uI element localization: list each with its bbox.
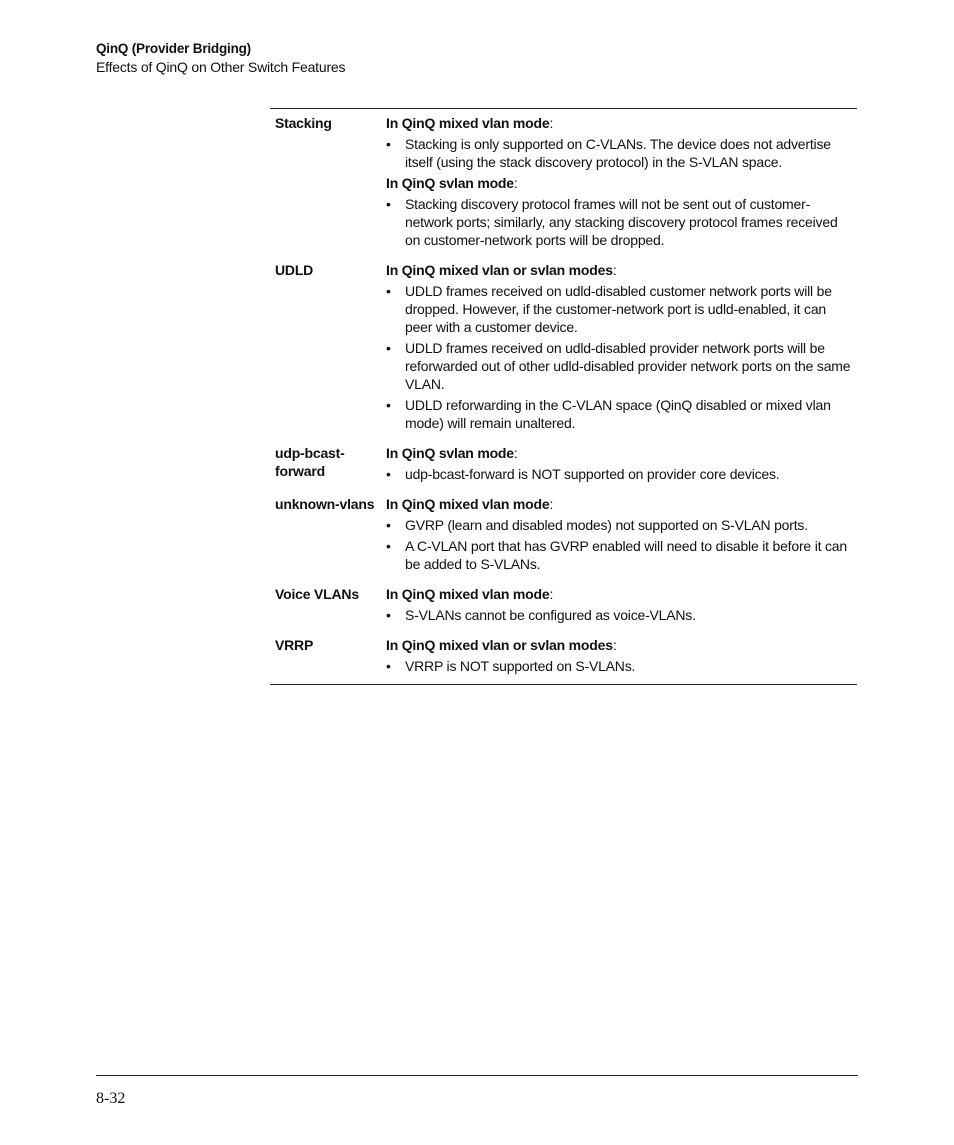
table-row: [270, 259, 857, 435]
bullet-list: [386, 606, 852, 624]
list-item: • VRRP is NOT supported on S-VLANs.: [386, 658, 636, 674]
bullet-list: [386, 135, 852, 171]
feature-name: Stacking: [275, 115, 332, 131]
bullet-list: [386, 195, 852, 249]
feature-name: unknown-vlans: [275, 496, 375, 512]
bullet-list: [386, 465, 852, 483]
feature-description: [386, 583, 852, 627]
list-item: • UDLD frames received on udld-disabled provider network ports will be reforwarded out of other udld-disabled provider network ports on the same VLAN.: [386, 340, 851, 392]
feature-name: UDLD: [275, 262, 314, 278]
chapter-title: QinQ (Provider Bridging): [96, 41, 251, 56]
mode-heading: In QinQ mixed vlan mode:: [386, 115, 554, 131]
list-item: • GVRP (learn and disabled modes) not supported on S-VLAN ports.: [386, 517, 808, 533]
bullet-list: [386, 657, 852, 675]
page-number: 8-32: [96, 1090, 126, 1107]
table-row: [270, 583, 857, 627]
list-item: • A C-VLAN port that has GVRP enabled will need to disable it before it can be added to S-VLANs.: [386, 538, 847, 572]
list-item: • UDLD reforwarding in the C-VLAN space (QinQ disabled or mixed vlan mode) will remain unaltered.: [386, 397, 831, 431]
table-row: [270, 112, 857, 252]
mode-heading: In QinQ svlan mode:: [386, 175, 518, 191]
section-title: Effects of QinQ on Other Switch Features: [96, 59, 346, 75]
list-item: • UDLD frames received on udld-disabled customer network ports will be dropped. However, if the customer-network port is udld-enabled, it can peer with a customer device.: [386, 283, 832, 335]
feature-table: [270, 108, 857, 685]
bullet-list: [386, 282, 852, 432]
feature-description: [386, 634, 852, 678]
feature-name: VRRP: [275, 637, 314, 653]
list-item: • Stacking discovery protocol frames will not be sent out of customer-network ports; similarly, any stacking discovery protocol frames received on customer-network ports will be dropped.: [386, 196, 838, 248]
bullet-list: [386, 516, 852, 573]
table-row: [270, 442, 857, 486]
feature-description: [386, 112, 852, 252]
list-item: • Stacking is only supported on C-VLANs. The device does not advertise itself (using the stack discovery protocol) in the S-VLAN space.: [386, 136, 831, 170]
list-item: • udp-bcast-forward is NOT supported on provider core devices.: [386, 466, 780, 482]
feature-name: Voice VLANs: [275, 586, 359, 602]
feature-description: [386, 442, 852, 486]
feature-description: [386, 493, 852, 576]
mode-heading: In QinQ mixed vlan mode:: [386, 586, 554, 602]
table-row: [270, 493, 857, 576]
list-item: • S-VLANs cannot be configured as voice-VLANs.: [386, 607, 696, 623]
footer-divider: [96, 1075, 858, 1076]
feature-name: udp-bcast-forward: [275, 445, 345, 479]
mode-heading: In QinQ mixed vlan or svlan modes:: [386, 262, 617, 278]
table-row: [270, 634, 857, 678]
mode-heading: In QinQ svlan mode:: [386, 445, 518, 461]
mode-heading: In QinQ mixed vlan or svlan modes:: [386, 637, 617, 653]
mode-heading: In QinQ mixed vlan mode:: [386, 496, 554, 512]
feature-description: [386, 259, 852, 435]
